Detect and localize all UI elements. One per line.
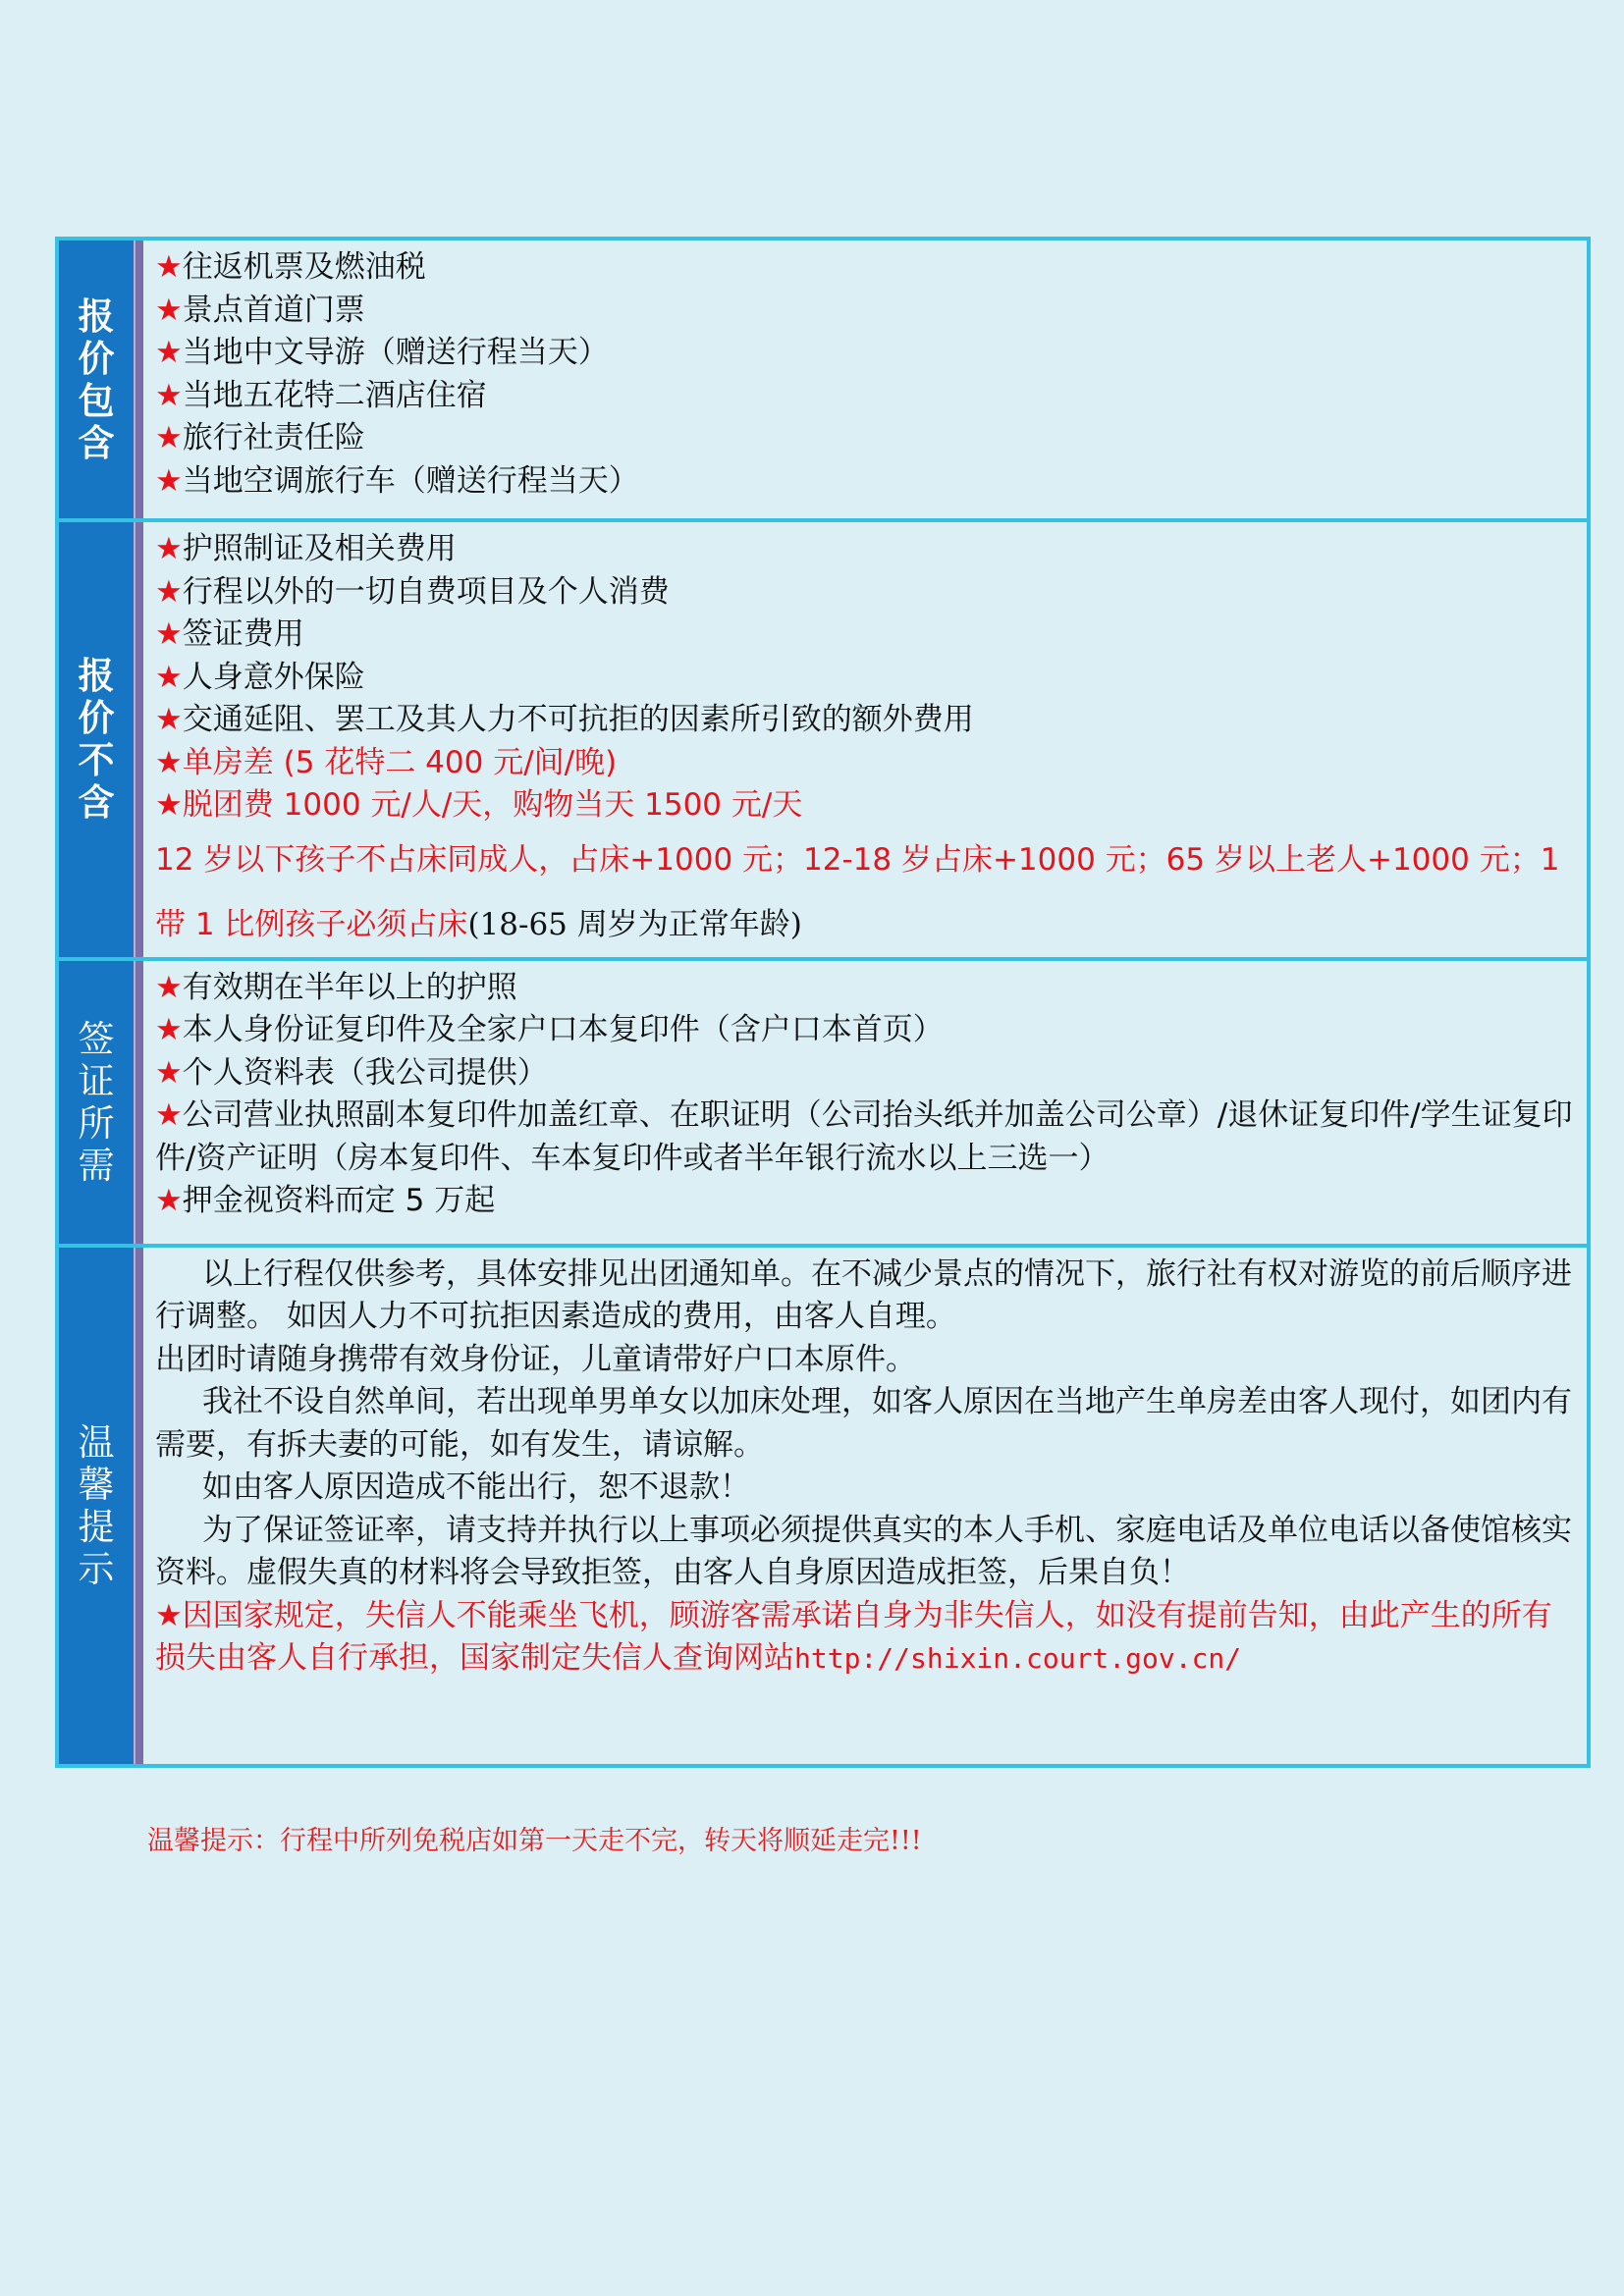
section-price-includes bbox=[57, 239, 1589, 520]
section-label: 温 馨 提 示 bbox=[57, 1246, 135, 1766]
section-content bbox=[143, 520, 1589, 959]
star-icon: ★ bbox=[155, 335, 183, 370]
tip-paragraph: 以上行程仅供参考，具体安排见出团通知单。在不减少景点的情况下，旅行社有权对游览的前后顺序进行调整。 如因人力不可抗拒因素造成的费用，由客人自理。 bbox=[155, 1255, 1572, 1334]
section-warm-tips bbox=[57, 1246, 1589, 1766]
star-icon: ★ bbox=[155, 969, 183, 1005]
tip-paragraph: 为了保证签证率，请支持并执行以上事项必须提供真实的本人手机、家庭电话及单位电话以备使馆核实资料。虚假失真的材料将会导致拒签，由客人自身原因造成拒签，后果自负！ bbox=[155, 1512, 1572, 1590]
footer-note: 温馨提示：行程中所列免税店如第一天走不完，转天将顺延走完!!! bbox=[147, 1826, 922, 1856]
star-icon: ★ bbox=[155, 787, 183, 823]
list-item: ★旅行社责任险 bbox=[155, 420, 365, 455]
section-label: 签 证 所 需 bbox=[57, 959, 135, 1246]
star-icon: ★ bbox=[155, 1097, 183, 1133]
blacklist-warning: ★因国家规定，失信人不能乘坐飞机，顾游客需承诺自身为非失信人，如没有提前告知，由此产生的所有损失由客人自行承担，国家制定失信人查询网站http://shixin.court.gov.cn/ bbox=[155, 1597, 1552, 1676]
star-icon: ★ bbox=[155, 573, 183, 610]
section-content bbox=[143, 1246, 1589, 1766]
star-icon: ★ bbox=[155, 531, 183, 566]
star-icon: ★ bbox=[155, 659, 183, 695]
list-item-highlight: ★单房差 (5 花特二 400 元/间/晚) bbox=[155, 744, 618, 780]
list-item: ★人身意外保险 bbox=[155, 659, 365, 695]
section-label: 报 价 不 含 bbox=[57, 520, 135, 959]
list-item: ★当地空调旅行车（赠送行程当天） bbox=[155, 462, 639, 499]
star-icon: ★ bbox=[155, 1012, 183, 1047]
list-item: ★个人资料表（我公司提供） bbox=[155, 1054, 548, 1091]
tip-paragraph: 我社不设自然单间，若出现单男单女以加床处理，如客人原因在当地产生单房差由客人现付，如团内有需要，有拆夫妻的可能，如有发生，请谅解。 bbox=[155, 1384, 1572, 1463]
list-item: ★有效期在半年以上的护照 bbox=[155, 969, 517, 1005]
column-divider bbox=[135, 959, 143, 1246]
star-icon: ★ bbox=[155, 702, 183, 737]
column-divider bbox=[135, 520, 143, 959]
list-item: ★往返机票及燃油税 bbox=[155, 249, 426, 285]
list-item: ★行程以外的一切自费项目及个人消费 bbox=[155, 573, 670, 610]
section-label: 报 价 包 含 bbox=[57, 239, 135, 520]
list-item: ★本人身份证复印件及全家户口本复印件（含户口本首页） bbox=[155, 1012, 944, 1047]
blacklist-query-url[interactable]: http://shixin.court.gov.cn/ bbox=[794, 1642, 1242, 1675]
list-item: ★护照制证及相关费用 bbox=[155, 531, 457, 566]
star-icon: ★ bbox=[155, 377, 183, 413]
child-policy: 12 岁以下孩子不占床同成人，占床+1000 元；12-18 岁占床+1000 元；65 岁以上老人+1000 元；1 带 1 比例孩子必须占床(18-65 周岁为正常年龄) bbox=[155, 841, 1560, 942]
star-icon: ★ bbox=[155, 744, 183, 780]
star-icon: ★ bbox=[155, 420, 183, 455]
star-icon: ★ bbox=[155, 1597, 183, 1633]
list-item: ★景点首道门票 bbox=[155, 292, 365, 328]
list-item: ★公司营业执照副本复印件加盖红章、在职证明（公司抬头纸并加盖公司公章）/退休证复印件/学生证复印件/资产证明（房本复印件、车本复印件或者半年银行流水以上三选一） bbox=[155, 1097, 1573, 1176]
section-content bbox=[143, 239, 1589, 520]
column-divider bbox=[135, 1246, 143, 1766]
star-icon: ★ bbox=[155, 1183, 183, 1218]
itinerary-info-table bbox=[55, 237, 1591, 1768]
list-item-highlight: ★脱团费 1000 元/人/天，购物当天 1500 元/天 bbox=[155, 787, 803, 823]
star-icon: ★ bbox=[155, 462, 183, 499]
section-visa-requirements bbox=[57, 959, 1589, 1246]
star-icon: ★ bbox=[155, 1054, 183, 1091]
list-item: ★当地中文导游（赠送行程当天） bbox=[155, 335, 609, 370]
star-icon: ★ bbox=[155, 616, 183, 652]
column-divider bbox=[135, 239, 143, 520]
list-item: ★当地五花特二酒店住宿 bbox=[155, 377, 487, 413]
tip-paragraph: 如由客人原因造成不能出行，恕不退款！ bbox=[202, 1469, 750, 1505]
section-price-excludes bbox=[57, 520, 1589, 959]
star-icon: ★ bbox=[155, 292, 183, 328]
list-item: ★签证费用 bbox=[155, 616, 304, 652]
list-item: ★交通延阻、罢工及其人力不可抗拒的因素所引致的额外费用 bbox=[155, 702, 974, 737]
section-content bbox=[143, 959, 1589, 1246]
star-icon: ★ bbox=[155, 249, 183, 285]
list-item: ★押金视资料而定 5 万起 bbox=[155, 1183, 496, 1218]
tip-paragraph: 出团时请随身携带有效身份证，儿童请带好户口本原件。 bbox=[155, 1341, 916, 1377]
